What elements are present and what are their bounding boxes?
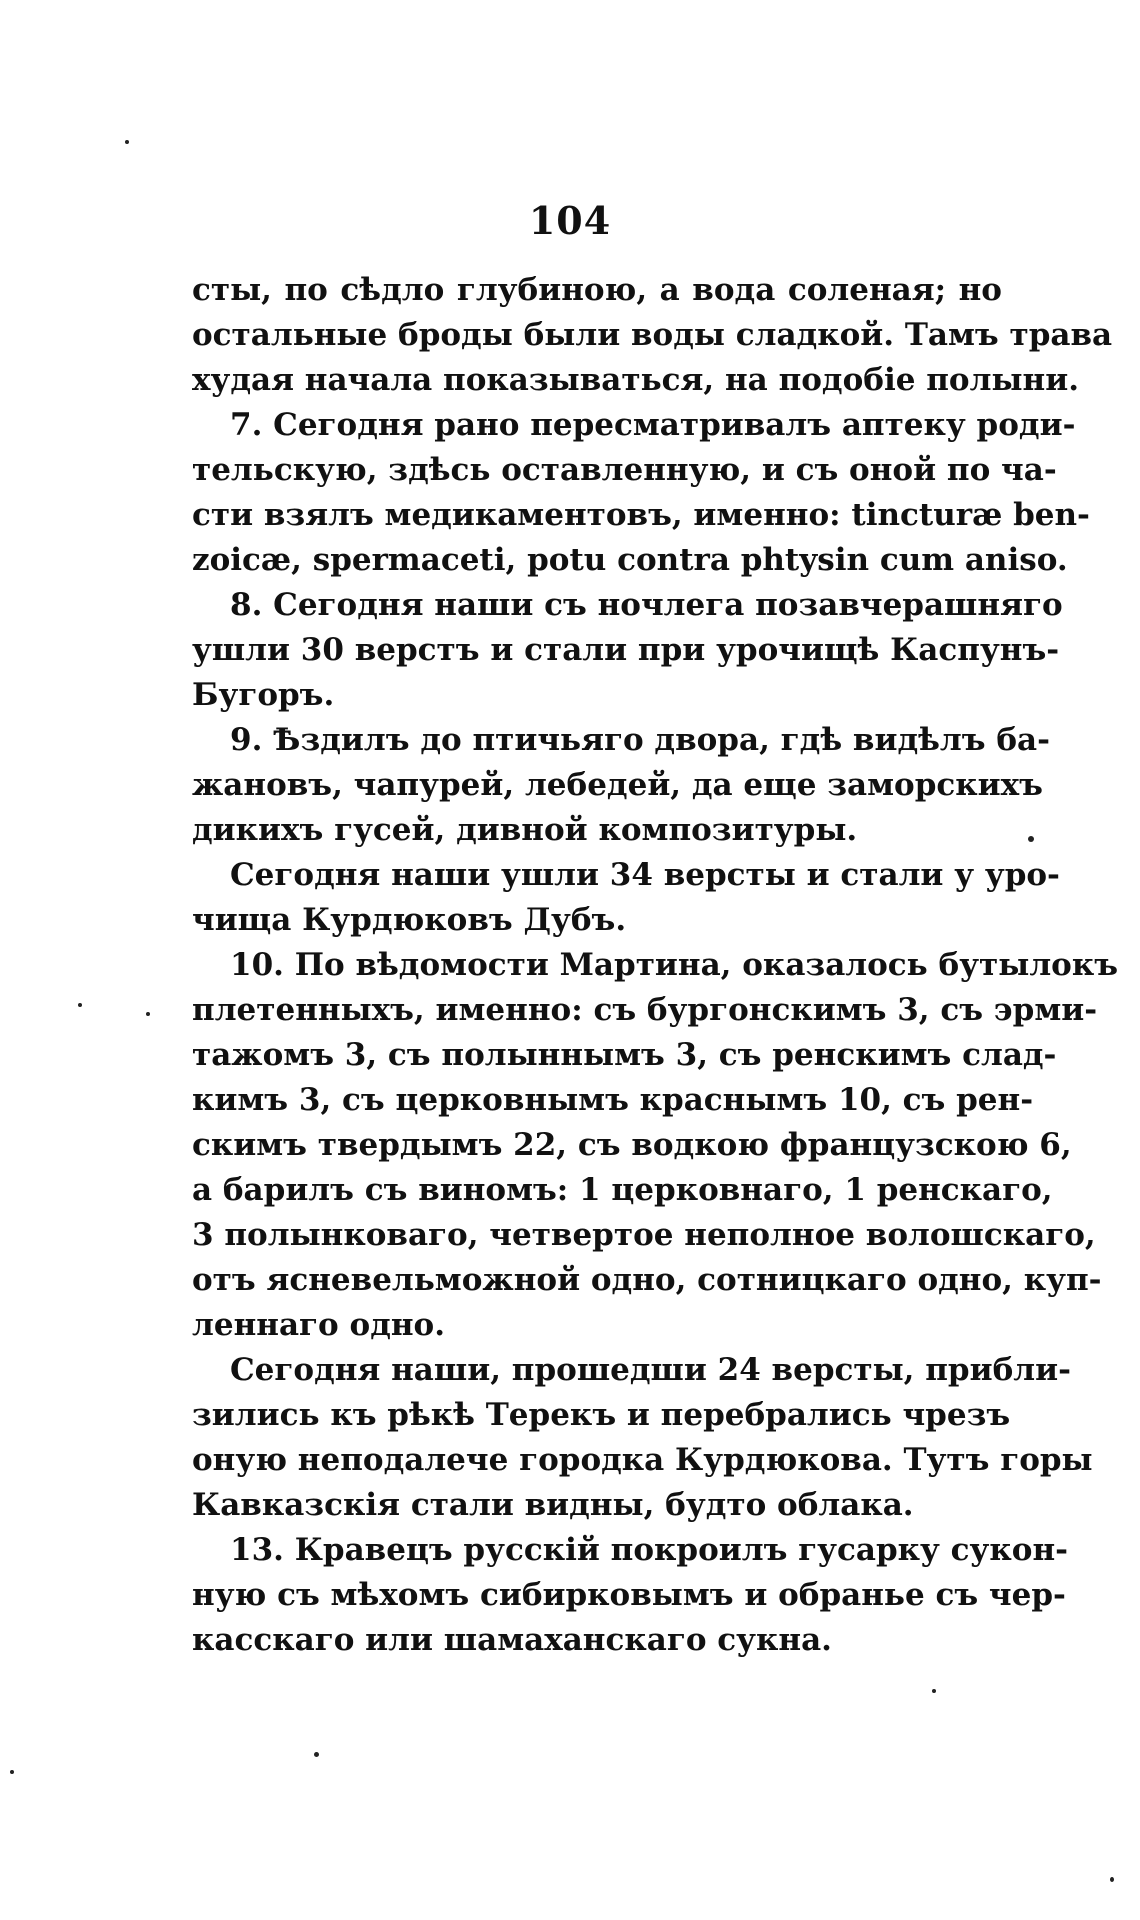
text-line: оную неподалече городка Курдюкова. Тутъ горы xyxy=(192,1442,1093,1478)
scan-speck xyxy=(1110,1877,1114,1882)
text-line: 7. Сегодня рано пересматривалъ аптеку роди- xyxy=(230,407,1076,443)
text-line: Кавказскія стали видны, будто облака. xyxy=(192,1487,914,1523)
text-line: жановъ, чапурей, лебедей, да еще заморскихъ xyxy=(192,767,1043,803)
text-line: отъ ясневельможной одно, сотницкаго одно, куп- xyxy=(192,1262,1102,1298)
text-line: сти взялъ медикаментовъ, именно: tincturæ ben- xyxy=(192,497,1090,533)
text-line: сты, по сѣдло глубиною, а вода соленая; но xyxy=(192,272,1002,308)
text-line: касскаго или шамаханскаго сукна. xyxy=(192,1622,832,1658)
text-line: тажомъ 3, съ полыннымъ 3, съ ренскимъ слад- xyxy=(192,1037,1057,1073)
text-line: ушли 30 верстъ и стали при урочищѣ Каспунъ- xyxy=(192,632,1060,668)
scan-speck xyxy=(314,1752,319,1757)
scan-speck xyxy=(1028,836,1034,842)
scan-speck xyxy=(932,1689,936,1693)
text-line: худая начала показываться, на подобіе полыни. xyxy=(192,362,1080,398)
scan-speck xyxy=(125,140,129,144)
text-line: Сегодня наши, прошедши 24 версты, прибли- xyxy=(230,1352,1071,1388)
scan-speck xyxy=(78,1003,82,1007)
text-line: Бугоръ. xyxy=(192,677,335,713)
scan-speck xyxy=(10,1770,14,1774)
text-line: кимъ 3, съ церковнымъ краснымъ 10, съ рен- xyxy=(192,1082,1034,1118)
text-line: а барилъ съ виномъ: 1 церковнаго, 1 ренскаго, xyxy=(192,1172,1053,1208)
text-line: тельскую, здѣсь оставленную, и съ оной по ча- xyxy=(192,452,1057,488)
text-line: 9. Ѣздилъ до птичьяго двора, гдѣ видѣлъ ба- xyxy=(230,722,1050,758)
text-line: леннаго одно. xyxy=(192,1307,446,1343)
page-number: 104 xyxy=(528,198,612,243)
text-line: Сегодня наши ушли 34 версты и стали у уро- xyxy=(230,857,1060,893)
text-line: остальные броды были воды сладкой. Тамъ трава xyxy=(192,317,1113,353)
text-line: дикихъ гусей, дивной композитуры. xyxy=(192,812,858,848)
scan-speck xyxy=(146,1012,150,1016)
text-line: 10. По вѣдомости Мартина, оказалось бутылокъ xyxy=(230,947,1119,983)
text-line: 13. Кравецъ русскій покроилъ гусарку сукон- xyxy=(230,1532,1069,1568)
text-line: зились къ рѣкѣ Терекъ и перебрались чрезъ xyxy=(192,1397,1011,1433)
text-line: чища Курдюковъ Дубъ. xyxy=(192,902,627,938)
text-line: 3 полынковаго, четвертое неполное волошскаго, xyxy=(192,1217,1096,1253)
text-line: 8. Сегодня наши съ ночлега позавчерашняго xyxy=(230,587,1063,623)
text-line: плетенныхъ, именно: съ бургонскимъ 3, съ эрми- xyxy=(192,992,1098,1028)
page-text xyxy=(192,268,1119,1663)
text-line: скимъ твердымъ 22, съ водкою французскою 6, xyxy=(192,1127,1072,1163)
text-line: zoicæ, spermaceti, potu contra phtysin cum aniso. xyxy=(192,542,1068,578)
text-line: ную съ мѣхомъ сибирковымъ и обранье съ чер- xyxy=(192,1577,1066,1613)
